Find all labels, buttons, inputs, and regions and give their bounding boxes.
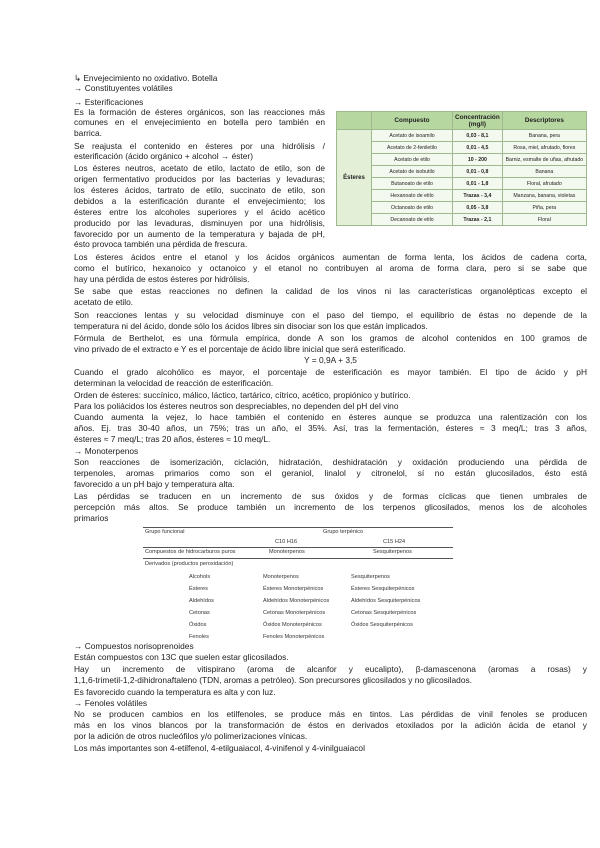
para-acidos-line3: hay una pérdida de estos ésteres por hidrólisis. [74, 274, 250, 284]
terpenes-header-terp: Grupo terpénico [323, 529, 364, 535]
terpenes-row-mono: Óxidos Monoterpénicos [263, 622, 322, 628]
esters-cell-concentration: 0,05 - 3,8 [453, 202, 503, 214]
para-etilfenoles-line3: por la adición de otros nucleófilos y/o polimerizaciones vínicas. [74, 731, 308, 741]
terpenes-row-sesqui: Ésteres Sesquiterpénicos [351, 586, 415, 592]
esters-cell-descriptor: Banana, pera [502, 130, 586, 142]
heading-monoterpenos: → Monoterpenos [74, 446, 139, 456]
para-grado-line2: determinan la velocidad de reacción de esterificación. [74, 378, 274, 388]
terpenes-row-mono: Cetonas Monoterpénicos [263, 610, 326, 616]
terpenes-row-mono: Aldehídos Monoterpénicos [263, 598, 330, 604]
terpenes-row-mono: Fenoles Monoterpénicos [263, 634, 325, 640]
esters-cell-descriptor: Rosa, miel, afrutado, flores [502, 142, 586, 154]
para-vitispirano-line2: 1,1,6-trimetil-1,2-dihidronaftaleno (TDN, aromas a petróleo). Son precursores glicosilados y no glicosilados. [74, 675, 472, 685]
para-calidad-line1: Se sabe que estas reacciones no definen la calidad de los vinos ni las características organolépticas excepto el [74, 286, 587, 296]
para-neutros-line3: los ésteres ácidos, tartrato de etilo, succinato de etilo, son [74, 185, 325, 195]
esters-cell-concentration: Trazas - 2,1 [453, 214, 503, 226]
table-row [337, 166, 587, 178]
para-favorecido: Es favorecido cuando la temperatura es alta y con luz. [74, 687, 276, 697]
para-etilfenoles-line2: más en los vinos blancos por la transformación de éstos en derivados etoxilados por la adición ácida de etanol y [74, 720, 587, 730]
para-vejez-line2: años. Ej. tras 30-40 años, un 75%; tras un año, el 35%. Así, tras la fermentación, ésteres ≈ 3 meq/L; tras 3 años, [74, 423, 587, 433]
terpenes-row-sesqui: Cetonas Sesquiterpénicos [351, 610, 417, 616]
para-formacion-line1: Es la formación de ésteres orgánicos, son las reacciones más [74, 107, 325, 117]
para-orden: Orden de ésteres: succínico, málico, láctico, tartárico, cítrico, acético, propiónico y butírico. [74, 390, 411, 400]
para-13c: Están compuestos con 13C que suelen estar glicosilados. [74, 652, 289, 662]
para-acidos-line2: como el butírico, hexanoico y octanoico y el etanol no contribuyen al aroma de forma clara, pero si se sabe que [74, 263, 587, 273]
para-perdidas-line2: percepción más altos. Se produce también un incremento de los terpenos glicosilados, menos los de alcoholes [74, 502, 587, 512]
table-row [337, 202, 587, 214]
esters-cell-concentration: Trazas - 3,4 [453, 190, 503, 202]
table-row [337, 130, 587, 142]
esters-cell-compound: Acetato de isoamilo [372, 130, 453, 142]
para-poliacidos: Para los poliácidos los ésteres neutros son despreciables, no dependen del pH del vino [74, 401, 399, 411]
terpenes-row-group: Alcohols [189, 574, 211, 580]
para-perdidas-line3: primarios [74, 513, 109, 523]
para-reajusta-line2: esterificación (ácido orgánico + alcohol → éster) [74, 151, 253, 161]
esters-cell-descriptor: Floral [502, 214, 586, 226]
heading-esterificaciones: → Esterificaciones [74, 97, 144, 107]
heading-norisoprenoides: → Compuestos norisoprenoides [74, 641, 194, 651]
para-importantes: Los más importantes son 4-etilfenol, 4-etilguaiacol, 4-vinifenol y 4-vinilguaiacol [74, 743, 365, 753]
para-grado-line1: Cuando el grado alcohólico es mayor, el porcentaje de esterificación es mayor también. El tipo de ácido y pH [74, 367, 587, 377]
table-row [337, 142, 587, 154]
esters-cell-descriptor: Manzana, banana, violetas [502, 190, 586, 202]
esters-cell-compound: Hexanoato de etilo [372, 190, 453, 202]
terpenes-hydro-label: Compuestos de hidrocarburos puros [145, 549, 236, 555]
para-vejez-line1: Cuando aumenta la vejez, lo hace también el contenido en ésteres aunque se produzca una ralentización con los [74, 412, 587, 422]
esters-cell-descriptor: Piña, pera [502, 202, 586, 214]
para-etilfenoles-line1: No se producen cambios en los etilfenoles, se produce más en tintos. Las pérdidas de vinil fenoles se producen [74, 709, 587, 719]
esters-cell-concentration: 0,01 - 0,8 [453, 166, 503, 178]
para-neutros-line5: ésteres entre los alcoholes superiores y el ácido acético [74, 207, 325, 217]
esters-cell-descriptor: Banana [502, 166, 586, 178]
terpenes-row-sesqui: Aldehídos Sesquiterpénicos [351, 598, 421, 604]
esters-cell-descriptor: Barniz, esmalte de uñas, afrutado [502, 154, 586, 166]
esters-cell-compound: Acetato de isobutilo [372, 166, 453, 178]
esters-cell-compound: Decanoato de etilo [372, 214, 453, 226]
table-row [337, 190, 587, 202]
esters-cell-compound: Acetato de 2-feniletilo [372, 142, 453, 154]
terpenes-row-group: Cetonas [189, 610, 210, 616]
para-neutros-line2: origen fermentativo producidos por las bacterias y levaduras; [74, 174, 325, 184]
terpenes-row-sesqui: Óxidos Sesquiterpénicos [351, 622, 413, 628]
para-neutros-line6: producido por las levaduras, disminuyen por una hidrólisis, [74, 218, 325, 228]
heading-envejecimiento: ↳ Envejecimiento no oxidativo. Botella [74, 73, 218, 83]
esters-cell-compound: Butanoato de etilo [372, 178, 453, 190]
terpenes-derived-label: Derivados (productos peroxidación) [145, 561, 234, 567]
table-row [337, 154, 587, 166]
esters-group-label: Ésteres [337, 130, 372, 226]
para-formacion-line2: comunes en el envejecimiento en botella pero también en [74, 117, 325, 127]
para-neutros-line4: debidos a la esterificación durante el envejecimiento; los [74, 196, 325, 206]
heading-constituyentes: → Constituyentes volátiles [74, 83, 173, 93]
para-lentas-line2: temperatura ni del ácido, donde sólo los ácidos libres sin disociar son los que están implicados. [74, 321, 428, 331]
para-vitispirano-line1: Hay un incremento de vitispirano (aroma de alcanfor y eucalipto), β-damascenona (aromas a rosas) y [74, 664, 587, 674]
para-berthelot-line2: vino privado de el extracto e Y es el porcentaje de ácido libre inicial que será esterificado. [74, 344, 406, 354]
para-isomerizacion-line3: favorecido a un pH bajo y temperatura alta. [74, 479, 235, 489]
para-vejez-line3: ésteres ≈ 7 meq/L; tras 20 años, ésteres ≈ 10 meq/L. [74, 434, 271, 444]
esters-table [336, 111, 587, 226]
esters-cell-compound: Octanoato de etilo [372, 202, 453, 214]
para-perdidas-line1: Las pérdidas se traducen en un incremento de sus óxidos y de formas cíclicas que tienen umbrales de [74, 491, 587, 501]
para-isomerizacion-line1: Son reacciones de isomerización, ciclación, hidratación, deshidratación y oxidación produciendo una pérdida de [74, 457, 587, 467]
esters-cell-concentration: 0,01 - 4,5 [453, 142, 503, 154]
terpenes-row-group: Ésteres [189, 586, 208, 592]
esters-cell-compound: Acetato de etilo [372, 154, 453, 166]
esters-header-compuesto: Compuesto [372, 112, 453, 130]
terpenes-header-c10: C10 H16 [275, 539, 298, 545]
terpenes-rule-mid [143, 547, 453, 548]
esters-cell-descriptor: Floral, afrutado [502, 178, 586, 190]
terpenes-header-group: Grupo funcional [145, 529, 185, 535]
terpenes-rule-top [143, 527, 453, 528]
para-acidos-line1: Los ésteres ácidos entre el etanol y los ácidos orgánicos aumentan de forma lenta, los ácidos de cadena corta, [74, 252, 587, 262]
para-isomerizacion-line2: terpenoles, aromas primarios como son el geraniol, linalol y citronelol, sí no están glucosilados, ésto está [74, 468, 587, 478]
esters-cell-concentration: 0,01 - 1,8 [453, 178, 503, 190]
para-neutros-line8: ésto provoca también una pérdida de frescura. [74, 239, 248, 249]
para-calidad-line2: acetato de etilo. [74, 297, 134, 307]
esters-header-descriptores: Descriptores [502, 112, 586, 130]
para-neutros-line7: favorecido por un aumento de la temperatura y bajada de pH, [74, 229, 325, 239]
esters-header-concentracion: Concentración (mg/l) [453, 112, 503, 130]
terpenes-row-group: Aldehídos [189, 598, 214, 604]
terpenes-row-mono: Monoterpenos [263, 574, 299, 580]
terpenes-row-group: Fenoles [189, 634, 209, 640]
berthelot-formula: Y = 0,9A + 3,5 [304, 355, 357, 365]
para-berthelot-line1: Fórmula de Berthelot, es una fórmula empírica, donde A son los gramos de alcohol contenidos en 100 gramos de [74, 333, 587, 343]
terpenes-mono: Monoterpenos [269, 549, 305, 555]
terpenes-row-mono: Ésteres Monoterpénicos [263, 586, 324, 592]
terpenes-row-sesqui: Sesquiterpenos [351, 574, 390, 580]
terpenes-rule-mid2 [143, 558, 453, 559]
terpenes-sesqui: Sesquiterpenos [373, 549, 412, 555]
esters-cell-concentration: 0,03 - 8,1 [453, 130, 503, 142]
para-lentas-line1: Son reacciones lentas y su velocidad disminuye con el paso del tiempo, el equilibrio de éstas no depende de la [74, 310, 587, 320]
table-row [337, 178, 587, 190]
table-row [337, 214, 587, 226]
para-reajusta-line1: Se reajusta el contenido en ésteres por una hidrólisis / [74, 141, 325, 151]
para-formacion-line3: barrica. [74, 128, 102, 138]
terpenes-row-group: Óxidos [189, 622, 207, 628]
para-neutros-line1: Los ésteres neutros, acetato de etilo, lactato de etilo, son de [74, 163, 325, 173]
terpenes-header-c15: C15 H24 [383, 539, 406, 545]
heading-fenoles: → Fenoles volátiles [74, 698, 148, 708]
esters-header-empty [337, 112, 372, 130]
esters-cell-concentration: 10 - 200 [453, 154, 503, 166]
